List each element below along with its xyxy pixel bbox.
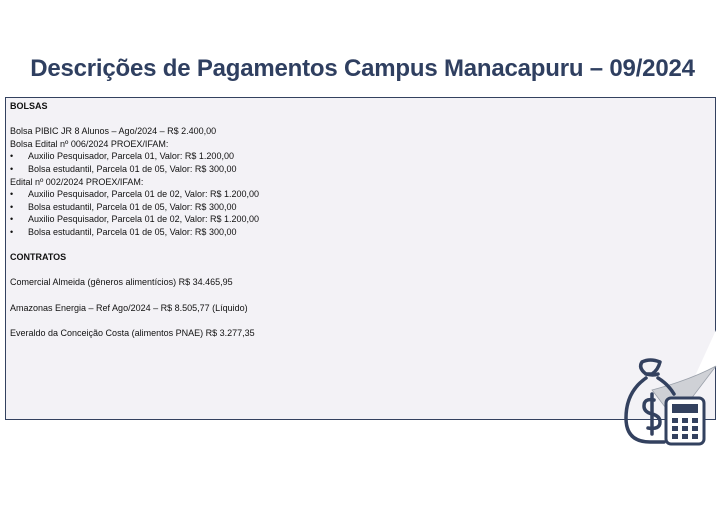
contratos-heading: CONTRATOS [10, 252, 67, 263]
bolsas-heading: BOLSAS [10, 101, 48, 111]
edital-002-label: Edital nº 002/2024 PROEX/IFAM: [10, 176, 144, 187]
page-title: Descrições de Pagamentos Campus Manacapuru – 09/2024 [30, 55, 695, 82]
calculator-icon [666, 398, 704, 444]
payments-content [10, 100, 610, 339]
list-item: • Auxilio Pesquisador, Parcela 01 de 02, Valor: R$ 1.200,00 [10, 213, 610, 226]
list-item: • Auxilio Pesquisador, Parcela 01, Valor: R$ 1.200,00 [10, 150, 610, 163]
list-item: • Bolsa estudantil, Parcela 01 de 05, Valor: R$ 300,00 [10, 201, 610, 214]
list-item: • Bolsa estudantil, Parcela 01 de 05, Valor: R$ 300,00 [10, 226, 610, 239]
contrato-item: Amazonas Energia – Ref Ago/2024 – R$ 8.505,77 (Líquido) [10, 302, 248, 313]
list-item: • Bolsa estudantil, Parcela 01 de 05, Valor: R$ 300,00 [10, 163, 610, 176]
bolsa-pibic-line: Bolsa PIBIC JR 8 Alunos – Ago/2024 – R$ 2.400,00 [10, 126, 217, 137]
finance-icons [620, 356, 710, 450]
contrato-item: Everaldo da Conceição Costa (alimentos PNAE) R$ 3.277,35 [10, 327, 255, 338]
contrato-item: Comercial Almeida (gêneros alimentícios) R$ 34.465,95 [10, 277, 233, 288]
list-item: • Auxilio Pesquisador, Parcela 01 de 02, Valor: R$ 1.200,00 [10, 188, 610, 201]
edital-006-label: Bolsa Edital nº 006/2024 PROEX/IFAM: [10, 138, 169, 149]
